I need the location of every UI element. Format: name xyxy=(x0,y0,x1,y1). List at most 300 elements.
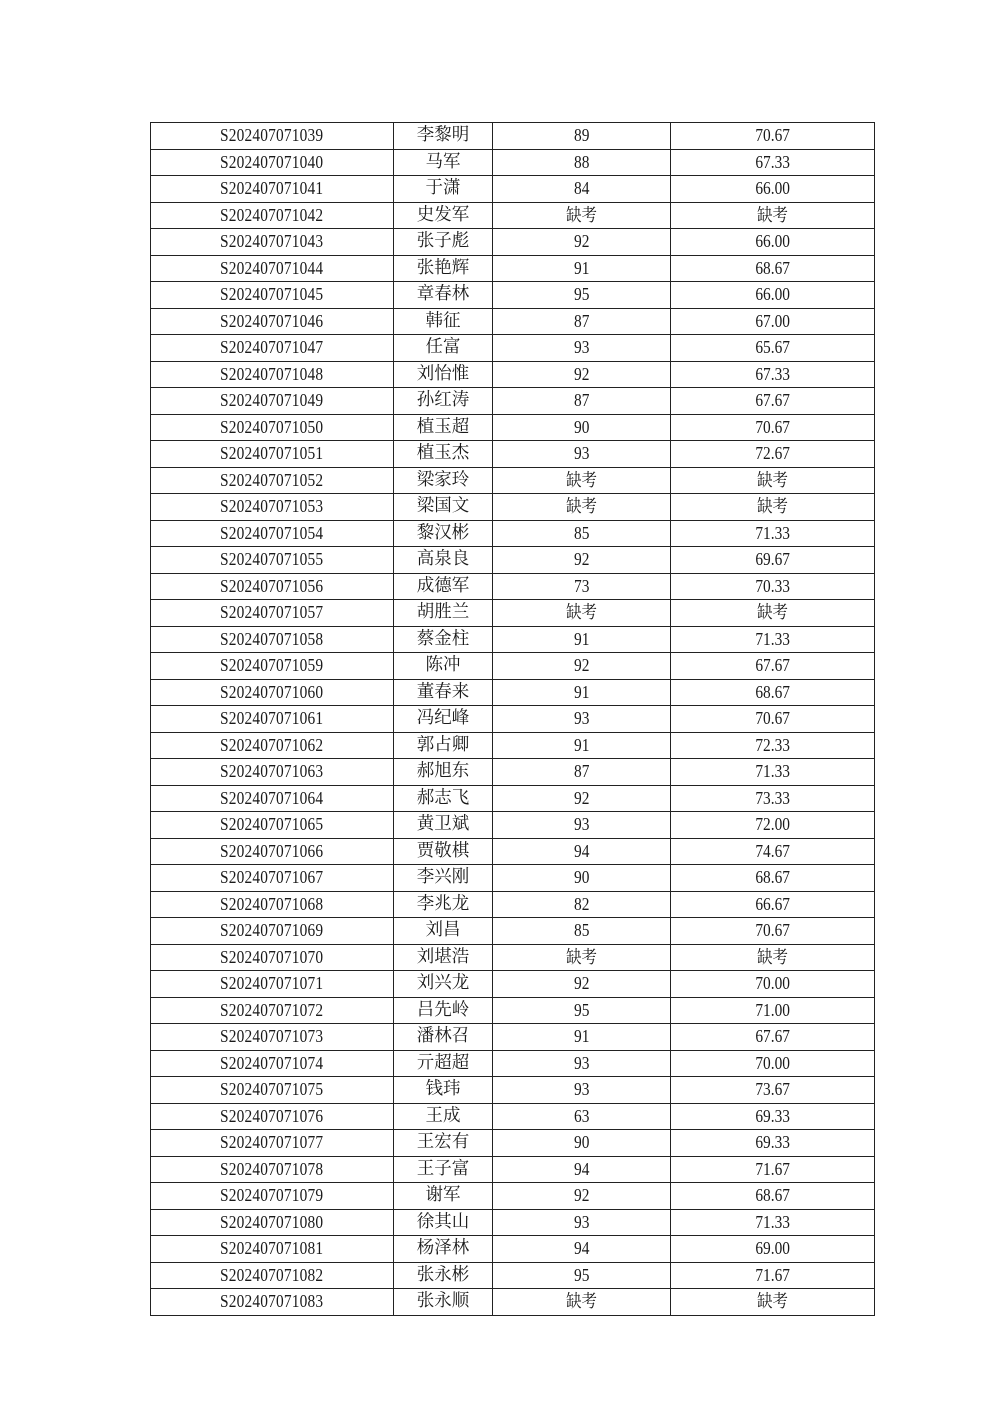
exam-score-text: 缺考 xyxy=(566,496,597,517)
exam-score-cell xyxy=(493,494,671,521)
total-score-text: 缺考 xyxy=(757,469,788,490)
total-score-cell xyxy=(671,785,875,812)
candidate-id-text: S202407071040 xyxy=(220,151,324,172)
candidate-name-cell xyxy=(394,706,493,733)
total-score-text: 缺考 xyxy=(757,946,788,967)
total-score-cell xyxy=(671,653,875,680)
candidate-id-text: S202407071058 xyxy=(220,628,324,649)
candidate-name-text: 杨泽林 xyxy=(416,1238,470,1259)
exam-score-cell xyxy=(493,812,671,839)
total-score-text: 缺考 xyxy=(757,1291,788,1312)
exam-score-text: 84 xyxy=(573,178,590,199)
candidate-name-text: 成德军 xyxy=(416,575,470,596)
candidate-id-cell xyxy=(151,1262,394,1289)
candidate-id-cell xyxy=(151,812,394,839)
candidate-name-text: 高泉良 xyxy=(416,549,470,570)
candidate-id-cell xyxy=(151,626,394,653)
candidate-name-text: 韩征 xyxy=(425,310,461,331)
candidate-name-cell xyxy=(394,255,493,282)
candidate-name-text: 张永彬 xyxy=(416,1264,470,1285)
candidate-name-text: 王宏有 xyxy=(416,1132,470,1153)
exam-score-text: 93 xyxy=(573,337,590,358)
exam-score-text: 85 xyxy=(573,522,590,543)
exam-score-cell xyxy=(493,600,671,627)
table-row xyxy=(151,149,875,176)
exam-score-cell xyxy=(493,1050,671,1077)
total-score-cell xyxy=(671,1183,875,1210)
candidate-id-cell xyxy=(151,573,394,600)
candidate-name-cell xyxy=(394,573,493,600)
total-score-cell xyxy=(671,1236,875,1263)
total-score-cell xyxy=(671,732,875,759)
candidate-name-cell xyxy=(394,520,493,547)
candidate-name-cell xyxy=(394,653,493,680)
total-score-text: 69.00 xyxy=(755,1238,790,1259)
exam-score-text: 87 xyxy=(573,390,590,411)
table-row xyxy=(151,1077,875,1104)
table-row xyxy=(151,626,875,653)
candidate-name-text: 黄卫斌 xyxy=(416,814,470,835)
candidate-id-text: S202407071073 xyxy=(220,1026,324,1047)
exam-score-cell xyxy=(493,1183,671,1210)
table-row xyxy=(151,865,875,892)
candidate-id-cell xyxy=(151,149,394,176)
candidate-id-cell xyxy=(151,255,394,282)
table-row xyxy=(151,255,875,282)
total-score-text: 67.33 xyxy=(755,151,790,172)
candidate-name-cell xyxy=(394,176,493,203)
total-score-text: 70.00 xyxy=(755,973,790,994)
exam-score-cell xyxy=(493,308,671,335)
exam-score-cell xyxy=(493,918,671,945)
table-row xyxy=(151,176,875,203)
candidate-name-cell xyxy=(394,547,493,574)
score-table xyxy=(150,122,875,1316)
exam-score-text: 92 xyxy=(573,1185,590,1206)
candidate-name-text: 陈冲 xyxy=(425,655,461,676)
candidate-name-text: 冯纪峰 xyxy=(416,708,470,729)
candidate-name-cell xyxy=(394,1103,493,1130)
exam-score-cell xyxy=(493,732,671,759)
exam-score-text: 缺考 xyxy=(566,469,597,490)
candidate-name-cell xyxy=(394,759,493,786)
exam-score-text: 85 xyxy=(573,920,590,941)
exam-score-cell xyxy=(493,1289,671,1316)
exam-score-text: 94 xyxy=(573,1158,590,1179)
candidate-name-cell xyxy=(394,626,493,653)
exam-score-text: 92 xyxy=(573,549,590,570)
total-score-cell xyxy=(671,1077,875,1104)
total-score-cell xyxy=(671,838,875,865)
candidate-name-text: 贾敬棋 xyxy=(416,840,470,861)
candidate-id-cell xyxy=(151,944,394,971)
candidate-name-text: 梁国文 xyxy=(416,496,470,517)
exam-score-cell xyxy=(493,520,671,547)
exam-score-text: 95 xyxy=(573,1264,590,1285)
candidate-id-cell xyxy=(151,494,394,521)
candidate-id-cell xyxy=(151,1024,394,1051)
candidate-id-cell xyxy=(151,441,394,468)
exam-score-cell xyxy=(493,1236,671,1263)
total-score-cell xyxy=(671,865,875,892)
table-row xyxy=(151,1183,875,1210)
exam-score-text: 91 xyxy=(573,257,590,278)
table-row xyxy=(151,918,875,945)
total-score-cell xyxy=(671,626,875,653)
exam-score-text: 90 xyxy=(573,1132,590,1153)
exam-score-cell xyxy=(493,176,671,203)
candidate-name-cell xyxy=(394,944,493,971)
candidate-name-text: 蔡金柱 xyxy=(416,628,470,649)
exam-score-cell xyxy=(493,229,671,256)
candidate-name-cell xyxy=(394,282,493,309)
candidate-id-text: S202407071054 xyxy=(220,522,324,543)
candidate-name-cell xyxy=(394,838,493,865)
candidate-name-cell xyxy=(394,918,493,945)
candidate-name-text: 于潇 xyxy=(425,178,461,199)
exam-score-text: 缺考 xyxy=(566,946,597,967)
candidate-name-cell xyxy=(394,1050,493,1077)
exam-score-text: 92 xyxy=(573,787,590,808)
candidate-name-text: 王成 xyxy=(425,1105,461,1126)
candidate-name-text: 李兴刚 xyxy=(416,867,470,888)
table-row xyxy=(151,229,875,256)
candidate-id-cell xyxy=(151,202,394,229)
table-row xyxy=(151,282,875,309)
score-table-body xyxy=(151,123,875,1316)
table-row xyxy=(151,1262,875,1289)
table-row xyxy=(151,679,875,706)
candidate-id-text: S202407071050 xyxy=(220,416,324,437)
total-score-text: 69.67 xyxy=(755,549,790,570)
candidate-name-cell xyxy=(394,1262,493,1289)
total-score-cell xyxy=(671,1289,875,1316)
exam-score-cell xyxy=(493,679,671,706)
exam-score-cell xyxy=(493,414,671,441)
candidate-name-cell xyxy=(394,732,493,759)
candidate-id-text: S202407071039 xyxy=(220,125,324,146)
exam-score-text: 91 xyxy=(573,734,590,755)
total-score-cell xyxy=(671,812,875,839)
candidate-id-text: S202407071072 xyxy=(220,999,324,1020)
total-score-text: 71.33 xyxy=(755,1211,790,1232)
candidate-name-cell xyxy=(394,123,493,150)
total-score-cell xyxy=(671,308,875,335)
total-score-cell xyxy=(671,1156,875,1183)
exam-score-cell xyxy=(493,971,671,998)
total-score-cell xyxy=(671,1050,875,1077)
table-row xyxy=(151,202,875,229)
exam-score-cell xyxy=(493,361,671,388)
total-score-cell xyxy=(671,149,875,176)
candidate-name-cell xyxy=(394,229,493,256)
candidate-name-text: 张子彪 xyxy=(416,231,470,252)
candidate-id-cell xyxy=(151,414,394,441)
total-score-text: 缺考 xyxy=(757,602,788,623)
candidate-name-text: 植玉杰 xyxy=(416,443,470,464)
table-row xyxy=(151,653,875,680)
candidate-name-text: 钱玮 xyxy=(425,1079,461,1100)
exam-score-text: 91 xyxy=(573,1026,590,1047)
exam-score-text: 90 xyxy=(573,416,590,437)
candidate-id-cell xyxy=(151,732,394,759)
total-score-cell xyxy=(671,255,875,282)
table-row xyxy=(151,441,875,468)
total-score-text: 69.33 xyxy=(755,1105,790,1126)
total-score-text: 67.67 xyxy=(755,1026,790,1047)
total-score-text: 71.33 xyxy=(755,522,790,543)
exam-score-cell xyxy=(493,388,671,415)
candidate-name-cell xyxy=(394,865,493,892)
total-score-text: 70.00 xyxy=(755,1052,790,1073)
candidate-name-cell xyxy=(394,1183,493,1210)
exam-score-text: 94 xyxy=(573,1238,590,1259)
exam-score-text: 73 xyxy=(573,575,590,596)
total-score-text: 67.33 xyxy=(755,363,790,384)
total-score-cell xyxy=(671,1103,875,1130)
candidate-id-cell xyxy=(151,520,394,547)
total-score-text: 70.33 xyxy=(755,575,790,596)
exam-score-text: 92 xyxy=(573,231,590,252)
total-score-text: 68.67 xyxy=(755,681,790,702)
table-row xyxy=(151,1156,875,1183)
candidate-id-text: S202407071045 xyxy=(220,284,324,305)
exam-score-cell xyxy=(493,1077,671,1104)
total-score-cell xyxy=(671,997,875,1024)
exam-score-cell xyxy=(493,1209,671,1236)
total-score-cell xyxy=(671,547,875,574)
total-score-text: 缺考 xyxy=(757,204,788,225)
candidate-id-cell xyxy=(151,997,394,1024)
total-score-cell xyxy=(671,388,875,415)
candidate-id-text: S202407071051 xyxy=(220,443,324,464)
candidate-id-cell xyxy=(151,176,394,203)
candidate-id-text: S202407071044 xyxy=(220,257,324,278)
exam-score-text: 90 xyxy=(573,867,590,888)
candidate-id-text: S202407071041 xyxy=(220,178,324,199)
exam-score-cell xyxy=(493,1024,671,1051)
exam-score-text: 94 xyxy=(573,840,590,861)
exam-score-text: 87 xyxy=(573,761,590,782)
candidate-name-cell xyxy=(394,812,493,839)
total-score-cell xyxy=(671,414,875,441)
candidate-name-cell xyxy=(394,997,493,1024)
candidate-id-cell xyxy=(151,918,394,945)
candidate-id-text: S202407071074 xyxy=(220,1052,324,1073)
total-score-text: 73.67 xyxy=(755,1079,790,1100)
total-score-text: 70.67 xyxy=(755,708,790,729)
candidate-name-text: 王子富 xyxy=(416,1158,470,1179)
total-score-cell xyxy=(671,520,875,547)
candidate-id-text: S202407071082 xyxy=(220,1264,324,1285)
candidate-id-text: S202407071053 xyxy=(220,496,324,517)
exam-score-text: 87 xyxy=(573,310,590,331)
table-row xyxy=(151,759,875,786)
candidate-name-text: 胡胜兰 xyxy=(416,602,470,623)
exam-score-cell xyxy=(493,547,671,574)
candidate-id-cell xyxy=(151,865,394,892)
table-row xyxy=(151,971,875,998)
candidate-id-text: S202407071080 xyxy=(220,1211,324,1232)
table-row xyxy=(151,600,875,627)
candidate-name-cell xyxy=(394,388,493,415)
total-score-cell xyxy=(671,1130,875,1157)
total-score-text: 71.00 xyxy=(755,999,790,1020)
exam-score-cell xyxy=(493,997,671,1024)
candidate-id-text: S202407071062 xyxy=(220,734,324,755)
total-score-cell xyxy=(671,123,875,150)
candidate-name-text: 李兆龙 xyxy=(416,893,470,914)
exam-score-cell xyxy=(493,759,671,786)
total-score-cell xyxy=(671,679,875,706)
candidate-id-text: S202407071046 xyxy=(220,310,324,331)
candidate-name-text: 亓超超 xyxy=(416,1052,470,1073)
candidate-id-cell xyxy=(151,1130,394,1157)
total-score-text: 66.00 xyxy=(755,178,790,199)
candidate-name-cell xyxy=(394,202,493,229)
exam-score-text: 93 xyxy=(573,443,590,464)
candidate-name-cell xyxy=(394,149,493,176)
total-score-cell xyxy=(671,202,875,229)
total-score-cell xyxy=(671,467,875,494)
candidate-id-cell xyxy=(151,891,394,918)
candidate-name-cell xyxy=(394,600,493,627)
table-row xyxy=(151,732,875,759)
candidate-name-text: 章春林 xyxy=(416,284,470,305)
candidate-name-text: 郝旭东 xyxy=(416,761,470,782)
total-score-cell xyxy=(671,494,875,521)
candidate-name-text: 刘昌 xyxy=(425,920,461,941)
total-score-cell xyxy=(671,176,875,203)
total-score-cell xyxy=(671,361,875,388)
candidate-id-text: S202407071067 xyxy=(220,867,324,888)
total-score-cell xyxy=(671,706,875,733)
table-row xyxy=(151,1103,875,1130)
exam-score-cell xyxy=(493,653,671,680)
candidate-id-cell xyxy=(151,1156,394,1183)
candidate-id-text: S202407071071 xyxy=(220,973,324,994)
total-score-text: 70.67 xyxy=(755,125,790,146)
candidate-id-text: S202407071070 xyxy=(220,946,324,967)
total-score-cell xyxy=(671,282,875,309)
candidate-name-text: 孙红涛 xyxy=(416,390,470,411)
total-score-text: 缺考 xyxy=(757,496,788,517)
candidate-id-cell xyxy=(151,1236,394,1263)
candidate-id-cell xyxy=(151,1077,394,1104)
candidate-id-cell xyxy=(151,600,394,627)
total-score-text: 70.67 xyxy=(755,920,790,941)
total-score-text: 66.00 xyxy=(755,284,790,305)
total-score-text: 71.33 xyxy=(755,761,790,782)
candidate-id-cell xyxy=(151,123,394,150)
candidate-id-cell xyxy=(151,1209,394,1236)
exam-score-text: 91 xyxy=(573,681,590,702)
candidate-id-text: S202407071081 xyxy=(220,1238,324,1259)
exam-score-text: 92 xyxy=(573,363,590,384)
exam-score-text: 缺考 xyxy=(566,602,597,623)
candidate-name-text: 张艳辉 xyxy=(416,257,470,278)
exam-score-text: 89 xyxy=(573,125,590,146)
candidate-id-cell xyxy=(151,785,394,812)
total-score-cell xyxy=(671,971,875,998)
candidate-name-text: 张永顺 xyxy=(416,1291,470,1312)
candidate-name-text: 李黎明 xyxy=(416,125,470,146)
exam-score-text: 缺考 xyxy=(566,204,597,225)
exam-score-text: 93 xyxy=(573,708,590,729)
candidate-id-cell xyxy=(151,759,394,786)
table-row xyxy=(151,1050,875,1077)
exam-score-cell xyxy=(493,282,671,309)
exam-score-text: 91 xyxy=(573,628,590,649)
candidate-name-text: 郝志飞 xyxy=(416,787,470,808)
candidate-id-text: S202407071068 xyxy=(220,893,324,914)
total-score-cell xyxy=(671,1209,875,1236)
total-score-cell xyxy=(671,1024,875,1051)
exam-score-text: 95 xyxy=(573,999,590,1020)
table-row xyxy=(151,812,875,839)
exam-score-cell xyxy=(493,123,671,150)
table-row xyxy=(151,123,875,150)
candidate-name-text: 植玉超 xyxy=(416,416,470,437)
exam-score-cell xyxy=(493,891,671,918)
total-score-cell xyxy=(671,600,875,627)
table-row xyxy=(151,520,875,547)
table-row xyxy=(151,1024,875,1051)
candidate-id-text: S202407071066 xyxy=(220,840,324,861)
table-row xyxy=(151,997,875,1024)
table-row xyxy=(151,361,875,388)
total-score-cell xyxy=(671,891,875,918)
candidate-name-cell xyxy=(394,361,493,388)
total-score-text: 67.67 xyxy=(755,390,790,411)
total-score-text: 74.67 xyxy=(755,840,790,861)
candidate-id-text: S202407071055 xyxy=(220,549,324,570)
candidate-id-text: S202407071047 xyxy=(220,337,324,358)
candidate-name-cell xyxy=(394,1077,493,1104)
candidate-id-text: S202407071061 xyxy=(220,708,324,729)
table-row xyxy=(151,308,875,335)
candidate-id-cell xyxy=(151,361,394,388)
exam-score-cell xyxy=(493,573,671,600)
total-score-cell xyxy=(671,441,875,468)
total-score-cell xyxy=(671,918,875,945)
table-row xyxy=(151,388,875,415)
exam-score-cell xyxy=(493,706,671,733)
candidate-name-text: 任富 xyxy=(425,337,461,358)
table-row xyxy=(151,891,875,918)
candidate-name-text: 徐其山 xyxy=(416,1211,470,1232)
exam-score-cell xyxy=(493,202,671,229)
candidate-id-text: S202407071078 xyxy=(220,1158,324,1179)
candidate-id-cell xyxy=(151,547,394,574)
candidate-id-text: S202407071063 xyxy=(220,761,324,782)
candidate-name-text: 梁家玲 xyxy=(416,469,470,490)
exam-score-text: 82 xyxy=(573,893,590,914)
exam-score-text: 88 xyxy=(573,151,590,172)
exam-score-text: 93 xyxy=(573,1052,590,1073)
candidate-id-cell xyxy=(151,1050,394,1077)
candidate-name-cell xyxy=(394,971,493,998)
table-row xyxy=(151,944,875,971)
total-score-text: 71.33 xyxy=(755,628,790,649)
exam-score-cell xyxy=(493,1103,671,1130)
exam-score-cell xyxy=(493,838,671,865)
total-score-cell xyxy=(671,759,875,786)
candidate-id-cell xyxy=(151,335,394,362)
total-score-text: 70.67 xyxy=(755,416,790,437)
total-score-text: 65.67 xyxy=(755,337,790,358)
candidate-id-text: S202407071042 xyxy=(220,204,324,225)
